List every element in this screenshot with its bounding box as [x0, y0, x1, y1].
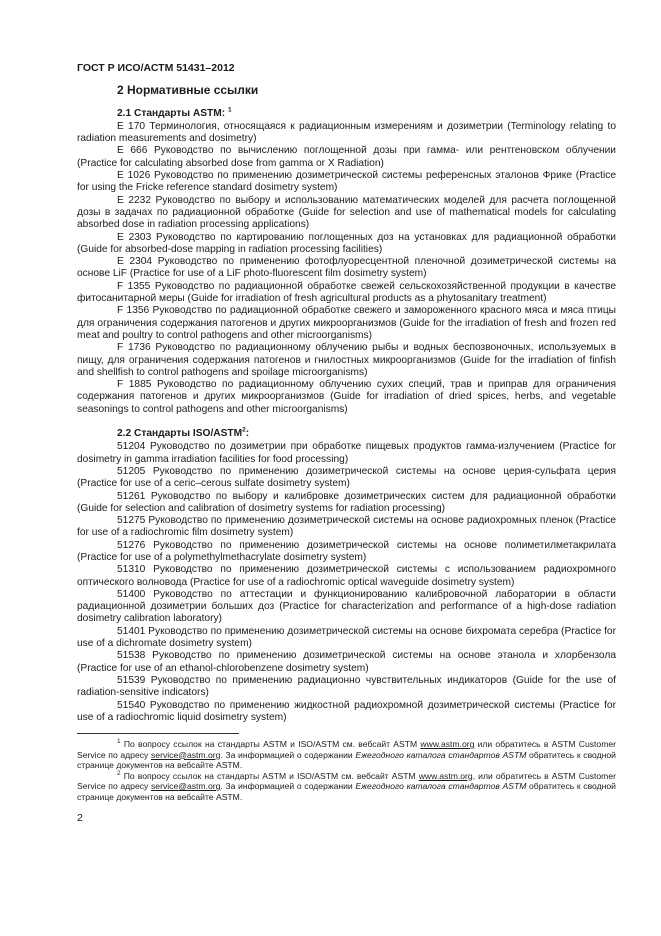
- reference-entry: 51310 Руководство по применению дозиметрической системы с использованием радиохромного оптического волновода (Practice for use of a radiochromic optical waveguide dosimetry system): [77, 564, 616, 588]
- reference-entry: F 1355 Руководство по радиационной обработке свежей сельскохозяйственной продукции в качестве фитосанитарной меры (Guide for irradiation of fresh agricultural products as a phytosanitary treatment): [77, 280, 616, 305]
- reference-entry: 51538 Руководство по применению дозиметрической системы на основе этанола и хлорбензола (Practice for use of an ethanol-chlorobenzene dosimetry system): [77, 650, 616, 674]
- reference-entry: 51205 Руководство по применению дозиметрической системы на основе церия-сульфата церия (Practice for use of a ceric–cerous sulfate dosimetry system): [77, 465, 616, 490]
- reference-entry: 51204 Руководство по дозиметрии при обработке пищевых продуктов гамма-излучением (Practice for dosimetry in gamma irradiation facilities for food processing): [77, 441, 616, 465]
- iso-astm-entry-list: [77, 441, 616, 724]
- reference-entry: 51275 Руководство по применению дозиметрической системы на основе радиохромных пленок (Practice for use of a radiochromic film dosimetry system): [77, 515, 616, 539]
- astm-email-link[interactable]: service@astm.org: [151, 781, 221, 792]
- reference-entry: E 2304 Руководство по применению фотофлуоресцентной пленочной дозиметрической системы на основе LiF (Practice for use of a LiF photo-fluorescent film dosimetry system): [77, 256, 616, 280]
- reference-entry: E 170 Терминология, относящаяся к радиационным измерениям и дозиметрии (Terminology relating to radiation measurements and dosimetry): [77, 120, 616, 145]
- reference-entry: F 1356 Руководство по радиационной обработке свежего и замороженного красного мяса и мяса птицы для ограничения содержания патогенов и других микроорганизмов (Guide for the irradiation of fresh and frozen red meat and poultry to control pathogens and other microorganisms): [77, 305, 616, 341]
- reference-entry: 51261 Руководство по выбору и калибровке дозиметрических систем для радиационной обработки (Guide for selection and calibration of dosimetry systems for radiation processing): [77, 490, 616, 514]
- reference-entry: E 2232 Руководство по выбору и использованию математических моделей для расчета поглощенной дозы в задачах по радиационной обработке (Guide for selection and use of mathematical models for calculating absorbed dose in radiation processing applications): [77, 194, 616, 231]
- footnote-ref-1[interactable]: 1: [228, 106, 232, 114]
- reference-entry: 51400 Руководство по аттестации и функционированию калибровочной лаборатории в области радиационной дозиметрии больших доз (Practice for characterization and performance of a high-dose radiation dosimetry calibration laboratory): [77, 588, 616, 625]
- reference-entry: 51539 Руководство по применению радиационно чувствительных индикаторов (Guide for the use of radiation-sensitive indicators): [77, 674, 616, 699]
- reference-entry: 51276 Руководство по применению дозиметрической системы на основе полиметилметакрилата (Practice for use of a polymethylmethacrylate dosimetry system): [77, 539, 616, 563]
- reference-entry: F 1885 Руководство по радиационному облучению сухих специй, трав и приправ для ограничения содержания патогенов и других микроорганизмов (Guide for irradiation of dried spices, herbs, and vegetable seasonings to control pathogens and other microorganisms): [77, 379, 616, 415]
- astm-website-link[interactable]: www.astm.org: [418, 770, 473, 781]
- astm-standards-title: 2.1 Стандарты ASTM: $^1$: [117, 106, 232, 119]
- page-number: 2: [77, 812, 83, 825]
- iso-astm-standards-title: 2.2 Стандарты ISO/ASTM$^2$:: [117, 426, 250, 440]
- footnote-2: $^2$ По вопросу ссылок на стандарты ASTM и ISO/ASTM см. вебсайт ASTM www.astm.org, или обратитесь в ASTM Customer Service по адресу service@astm.org. За информацией о содержании Ежегодного каталога стандартов ASTM обратитесь к сводной странице документов на вебсайте ASTM.: [77, 769, 616, 802]
- footnote-ref-2[interactable]: 2: [242, 426, 246, 434]
- reference-entry: E 666 Руководство по вычислению поглощенной дозы при гамма- или рентгеновском облучении (Practice for calculating absorbed dose from gamma or X Radiation): [77, 145, 616, 169]
- section-gap: [77, 416, 616, 428]
- reference-entry: E 1026 Руководство по применению дозиметрической системы референсных эталонов Фрике (Practice for using the Fricke reference standard dosimetry system): [77, 170, 616, 194]
- reference-entry: E 2303 Руководство по картированию поглощенных доз на установках для радиационной обработки (Guide for absorbed-dose mapping in radiation processing facilities): [77, 231, 616, 255]
- astm-website-link[interactable]: www.astm.org: [420, 739, 475, 750]
- reference-entry: 51540 Руководство по применению жидкостной радиохромной дозиметрической системы (Practice for use of a radiochromic liquid dosimetry system): [77, 699, 616, 723]
- footnote-1: $^1$ По вопросу ссылок на стандарты ASTM и ISO/ASTM см. вебсайт ASTM www.astm.org или обратитесь в ASTM Customer Service по адресу service@astm.org. За информацией о содержании Ежегодного каталога стандартов ASTM обратитесь к сводной странице документов на вебсайте ASTM.: [77, 738, 616, 771]
- astm-email-link[interactable]: service@astm.org: [151, 749, 221, 760]
- document-code: ГОСТ Р ИСО/АСТМ 51431–2012: [77, 62, 235, 74]
- footnote-divider: [77, 733, 239, 734]
- section-title: 2 Нормативные ссылки: [117, 83, 259, 98]
- astm-entry-list: [77, 121, 616, 416]
- reference-entry: F 1736 Руководство по радиационному облучению рыбы и водных беспозвоночных, используемых в пищу, для ограничения содержания патогенов и гнилостных микроорганизмов (Guide for the irradiation of finfish and shellfish to control pathogens and spoilage microorganisms): [77, 342, 616, 378]
- reference-entry: 51401 Руководство по применению дозиметрической системы на основе бихромата серебра (Practice for use of a dichromate dosimetry system): [77, 625, 616, 650]
